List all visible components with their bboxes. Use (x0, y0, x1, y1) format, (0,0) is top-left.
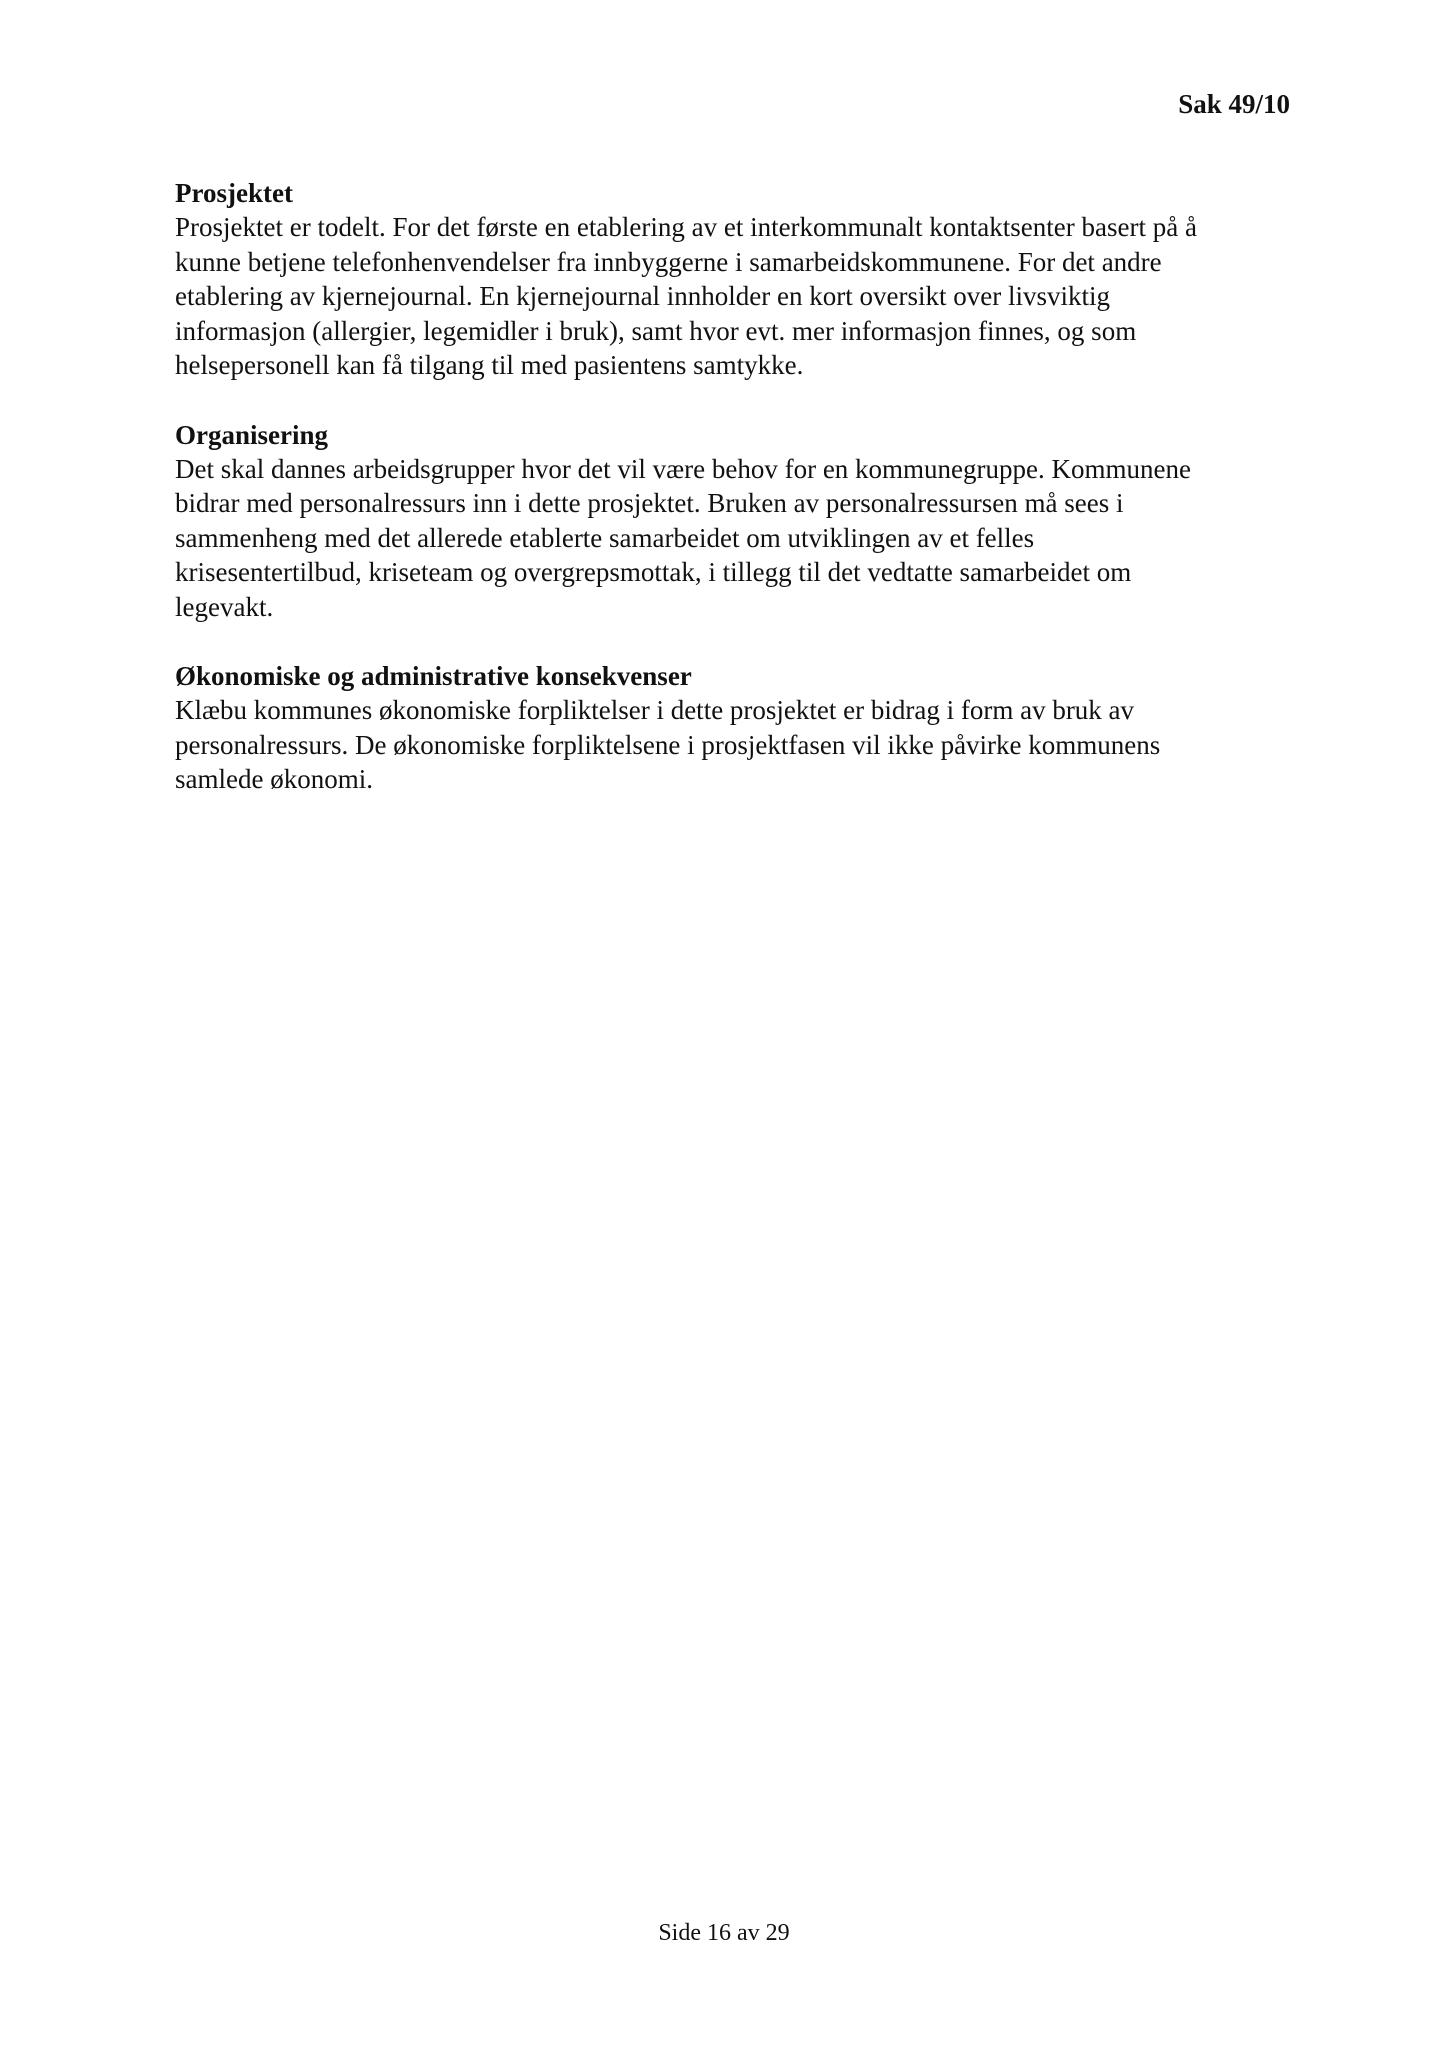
text-line: Prosjektet er todelt. For det første en etablering av et interkommunalt kontaktsenter basert på å (175, 212, 1197, 242)
section-paragraph (175, 452, 1300, 625)
text-line: kunne betjene telefonhenvendelser fra innbyggerne i samarbeidskommunene. For det andre (175, 246, 1162, 277)
case-reference: Sak 49/10 (1178, 89, 1290, 119)
text-line: Det skal dannes arbeidsgrupper hvor det vil være behov for en kommunegruppe. Kommunene (175, 453, 1191, 484)
section-paragraph (175, 693, 1300, 797)
document-body (175, 176, 1300, 832)
text-line: sammenheng med det allerede etablerte samarbeidet om utviklingen av et felles (175, 522, 1035, 553)
page-number: Side 16 av 29 (658, 1920, 790, 1946)
section-heading: Økonomiske og administrative konsekvenser (175, 661, 692, 691)
text-line: bidrar med personalressurs inn i dette prosjektet. Bruken av personalressursen må sees i (175, 488, 1124, 518)
section-okonomiske-konsekvenser (175, 659, 1300, 797)
text-line: etablering av kjernejournal. En kjernejournal innholder en kort oversikt over livsviktig (175, 281, 1110, 311)
text-line: legevakt. (175, 591, 274, 622)
text-line: helsepersonell kan få tilgang til med pasientens samtykke. (175, 350, 804, 380)
section-prosjektet (175, 176, 1300, 383)
section-heading: Prosjektet (175, 178, 293, 208)
section-heading: Organisering (175, 419, 328, 450)
text-line: personalressurs. De økonomiske forpliktelsene i prosjektfasen vil ikke påvirke kommunens (175, 729, 1161, 760)
text-line: Klæbu kommunes økonomiske forpliktelser i dette prosjektet er bidrag i form av bruk av (175, 695, 1135, 725)
section-paragraph (175, 210, 1300, 383)
text-line: samlede økonomi. (175, 764, 373, 794)
text-line: krisesentertilbud, kriseteam og overgrepsmottak, i tillegg til det vedtatte samarbeidet om (175, 557, 1132, 587)
text-line: informasjon (allergier, legemidler i bruk), samt hvor evt. mer informasjon finnes, og som (175, 315, 1137, 346)
section-organisering (175, 418, 1300, 625)
